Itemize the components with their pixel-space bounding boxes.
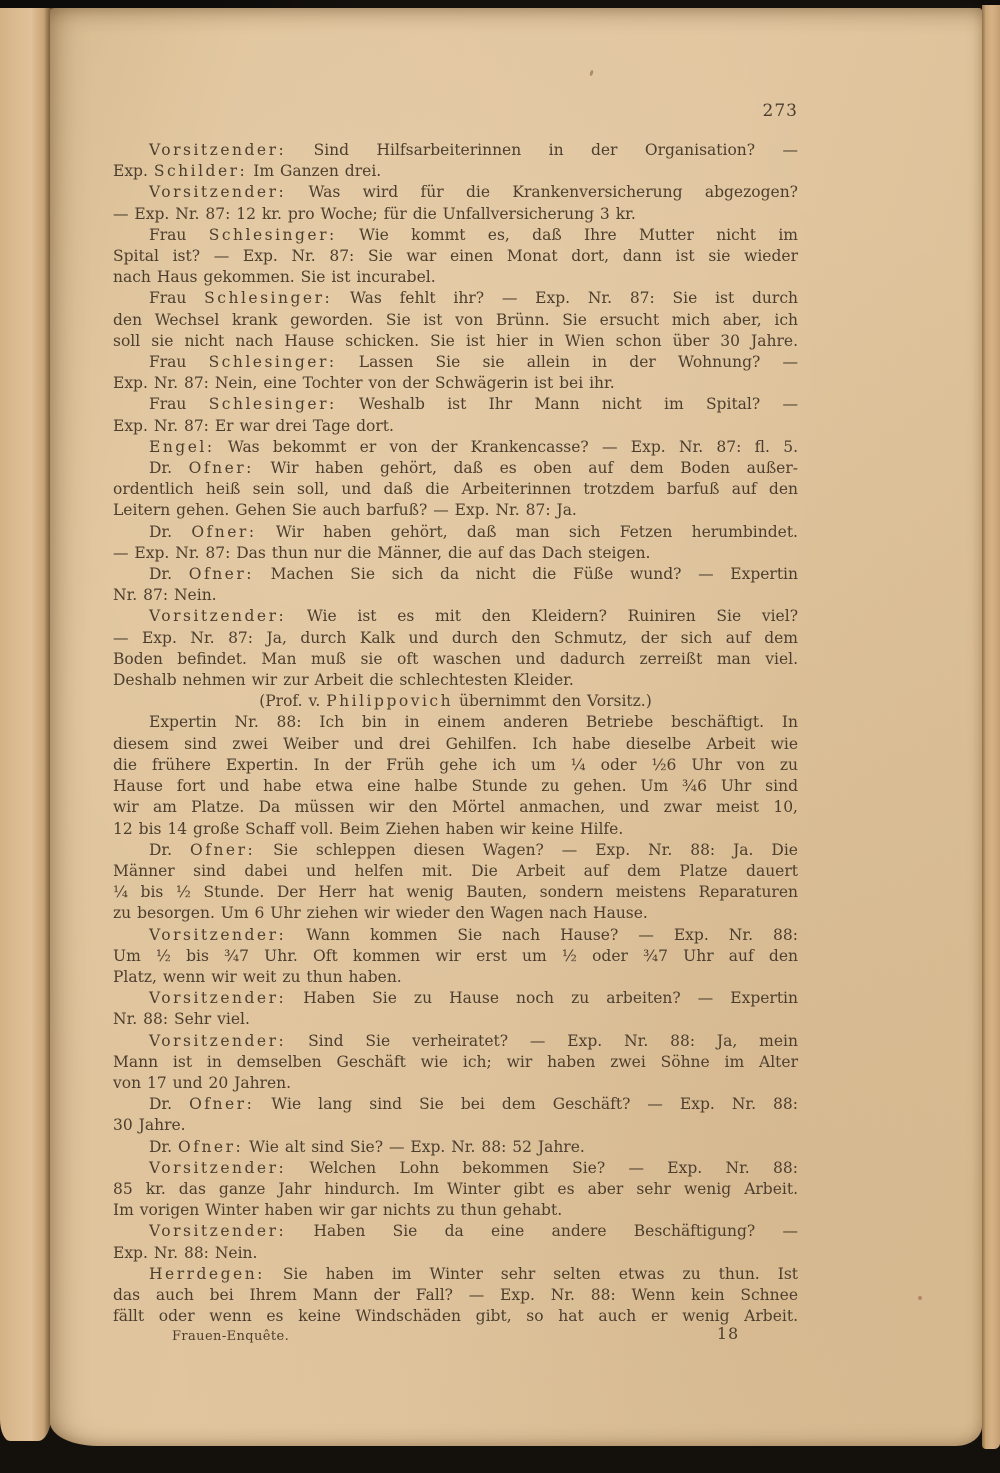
book-page	[50, 8, 982, 1446]
page-number: 273	[762, 101, 798, 121]
text-line: — Exp. Nr. 87: Ja, durch Kalk und durch den Schmutz, der sich auf dem	[113, 628, 798, 647]
text-line: Vorsitzender: Wann kommen Sie nach Hause? — Exp. Nr. 88:	[149, 925, 798, 944]
text-line: Frau Schlesinger: Wie kommt es, daß Ihre Mutter nicht im	[149, 225, 798, 244]
letterspaced-name: Ofner:	[191, 522, 257, 541]
ink-speck	[918, 1296, 922, 1300]
text-line: Um ½ bis ¾7 Uhr. Oft kommen wir erst um ½ oder ¾7 Uhr auf den	[113, 946, 798, 965]
text-line: ¼ bis ½ Stunde. Der Herr hat wenig Bauten, sondern meistens Reparaturen	[113, 883, 798, 902]
text-line: Exp. Nr. 87: Nein, eine Tochter von der Schwägerin ist bei ihr.	[113, 374, 615, 393]
text-line: Dr. Ofner: Sie schleppen diesen Wagen? — Exp. Nr. 88: Ja. Die	[149, 840, 798, 859]
text-line: Frau Schlesinger: Weshalb ist Ihr Mann nicht im Spital? —	[149, 395, 798, 414]
book-cover-edge-top	[0, 0, 360, 8]
text-line: Dr. Ofner: Wie lang sind Sie bei dem Geschäft? — Exp. Nr. 88:	[149, 1095, 798, 1114]
text-line: das auch bei Ihrem Mann der Fall? — Exp. Nr. 88: Wenn kein Schnee	[113, 1285, 798, 1304]
text-line: diesem sind zwei Weiber und drei Gehilfen. Ich habe dieselbe Arbeit wie	[113, 734, 798, 753]
text-line: Nr. 87: Nein.	[113, 586, 217, 605]
letterspaced-name: Vorsitzender:	[149, 1158, 287, 1177]
footer-sheet-number: 18	[716, 1324, 740, 1343]
letterspaced-name: Schlesinger:	[208, 395, 337, 414]
text-line: (Prof. v. Philippovich übernimmt den Vorsitz.)	[259, 692, 652, 711]
text-line: Vorsitzender: Sind Sie verheiratet? — Exp. Nr. 88: Ja, mein	[149, 1031, 798, 1050]
letterspaced-name: Ofner:	[188, 565, 254, 584]
text-line: Exp. Nr. 88: Nein.	[113, 1243, 258, 1262]
text-line: Vorsitzender: Sind Hilfsarbeiterinnen in der Organisation? —	[149, 141, 798, 159]
letterspaced-name: Philippovich	[326, 692, 454, 711]
text-line: Frau Schlesinger: Lassen Sie sie allein in der Wohnung? —	[149, 353, 798, 372]
letterspaced-name: Herrdegen:	[149, 1264, 265, 1283]
text-line: Deshalb nehmen wir zur Arbeit die schlechtesten Kleider.	[113, 671, 574, 690]
text-line: Vorsitzender: Haben Sie zu Hause noch zu arbeiten? — Expertin	[149, 989, 798, 1008]
text-line: 30 Jahre.	[113, 1116, 186, 1135]
text-line: Mann ist in demselben Geschäft wie ich; wir haben zwei Söhne im Alter	[113, 1052, 798, 1071]
text-line: Dr. Ofner: Wie alt sind Sie? — Exp. Nr. 88: 52 Jahre.	[149, 1137, 585, 1156]
letterspaced-name: Schlesinger:	[208, 353, 337, 372]
text-line: Expertin Nr. 88: Ich bin in einem anderen Betriebe beschäftigt. In	[149, 713, 798, 732]
text-line: Hause fort und habe etwa eine halbe Stunde zu gehen. Um ¾6 Uhr sind	[113, 777, 798, 796]
footer-signature: Frauen-Enquête.	[172, 1329, 290, 1344]
text-line: Platz, wenn wir weit zu thun haben.	[113, 967, 402, 986]
letterspaced-name: Vorsitzender:	[149, 1222, 287, 1241]
text-line: Nr. 88: Sehr viel.	[113, 1010, 250, 1029]
text-line: Engel: Was bekommt er von der Krankencasse? — Exp. Nr. 87: fl. 5.	[149, 437, 798, 456]
letterspaced-name: Ofner:	[178, 1137, 244, 1156]
letterspaced-name: Schlesinger:	[208, 225, 337, 244]
text-line: — Exp. Nr. 87: Das thun nur die Männer, die auf das Dach steigen.	[113, 543, 651, 562]
text-line: Vorsitzender: Welchen Lohn bekommen Sie? — Exp. Nr. 88:	[149, 1158, 798, 1177]
letterspaced-name: Ofner:	[188, 459, 254, 478]
text-block	[113, 140, 798, 1327]
text-line: soll sie nicht nach Hause schicken. Sie ist hier in Wien schon über 30 Jahre.	[113, 331, 798, 350]
text-line: Exp. Nr. 87: Er war drei Tage dort.	[113, 416, 394, 435]
letterspaced-name: Vorsitzender:	[149, 183, 287, 202]
text-line: Spital ist? — Exp. Nr. 87: Sie war einen Monat dort, dann ist sie wieder	[113, 247, 798, 266]
text-line: — Exp. Nr. 87: 12 kr. pro Woche; für die Unfallversicherung 3 kr.	[113, 204, 636, 223]
page-stack-right-edge	[982, 3, 1000, 1449]
text-line: Männer sind dabei und helfen mit. Die Arbeit auf dem Platze dauert	[113, 861, 798, 880]
text-line: Dr. Ofner: Machen Sie sich da nicht die Füße wund? — Expertin	[149, 565, 799, 584]
text-line: Vorsitzender: Haben Sie da eine andere Beschäftigung? —	[149, 1222, 798, 1241]
text-line: 12 bis 14 große Schaff voll. Beim Ziehen haben wir keine Hilfe.	[113, 819, 624, 838]
text-line: 85 kr. das ganze Jahr hindurch. Im Winter gibt es aber sehr wenig Arbeit.	[113, 1179, 798, 1198]
text-line: Leitern gehen. Gehen Sie auch barfuß? — Exp. Nr. 87: Ja.	[113, 501, 577, 520]
text-line: Vorsitzender: Was wird für die Krankenversicherung abgezogen?	[149, 183, 798, 202]
letterspaced-name: Engel:	[149, 437, 215, 456]
text-line: fällt oder wenn es keine Windschäden gibt, so hat auch er wenig Arbeit.	[113, 1307, 798, 1326]
letterspaced-name: Vorsitzender:	[149, 607, 287, 626]
page-stack-left-edge	[0, 5, 52, 1441]
letterspaced-name: Vorsitzender:	[149, 1031, 287, 1050]
text-line: wir am Platze. Da müssen wir den Mörtel anmachen, und zwar meist 10,	[113, 798, 798, 817]
text-line: Exp. Schilder: Im Ganzen drei.	[113, 162, 382, 181]
ink-speck	[589, 70, 594, 77]
text-line: die frühere Expertin. In der Früh gehe ich um ¼ oder ½6 Uhr von zu	[113, 755, 798, 774]
text-line: von 17 und 20 Jahren.	[113, 1073, 292, 1092]
text-line: Frau Schlesinger: Was fehlt ihr? — Exp. Nr. 87: Sie ist durch	[149, 289, 798, 308]
text-line: ordentlich heiß sein soll, und daß die Arbeiterinnen trotzdem barfuß auf den	[113, 480, 798, 499]
text-line: Boden befindet. Man muß sie oft waschen und dadurch zerreißt man viel.	[113, 649, 798, 668]
text-line: zu besorgen. Um 6 Uhr ziehen wir wieder den Wagen nach Hause.	[113, 904, 648, 923]
text-line: Dr. Ofner: Wir haben gehört, daß es oben auf dem Boden außer-	[149, 459, 798, 478]
text-line: Dr. Ofner: Wir haben gehört, daß man sich Fetzen herumbindet.	[149, 522, 798, 541]
letterspaced-name: Vorsitzender:	[149, 925, 287, 944]
letterspaced-name: Vorsitzender:	[149, 141, 287, 159]
letterspaced-name: Schilder:	[153, 162, 248, 181]
text-line: nach Haus gekommen. Sie ist incurabel.	[113, 268, 436, 287]
letterspaced-name: Ofner:	[190, 840, 256, 859]
text-line: Im vorigen Winter haben wir gar nichts zu thun gehabt.	[113, 1201, 563, 1220]
text-line: Vorsitzender: Wie ist es mit den Kleidern? Ruiniren Sie viel?	[149, 607, 798, 626]
text-line: den Wechsel krank geworden. Sie ist von Brünn. Sie ersucht mich aber, ich	[113, 310, 798, 329]
book-cover-edge-top-right	[955, 0, 1000, 5]
letterspaced-name: Vorsitzender:	[149, 989, 287, 1008]
letterspaced-name: Schlesinger:	[204, 289, 333, 308]
text-line: Herrdegen: Sie haben im Winter sehr selten etwas zu thun. Ist	[149, 1264, 798, 1283]
letterspaced-name: Ofner:	[189, 1095, 255, 1114]
